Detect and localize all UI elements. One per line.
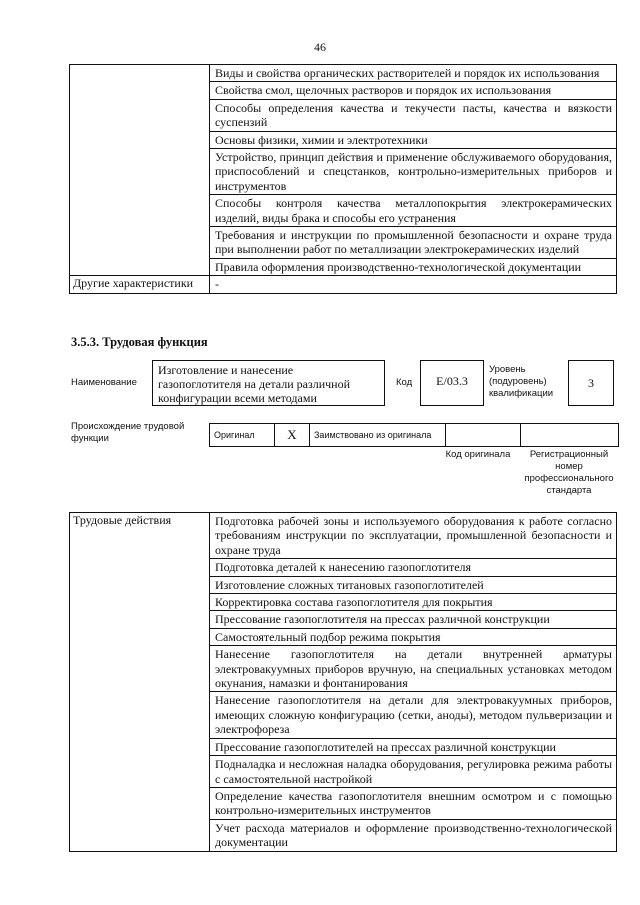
table-row: Правила оформления производственно-технологической документации xyxy=(210,258,617,275)
page-number: 46 xyxy=(314,40,326,54)
code-label: Код xyxy=(396,377,413,388)
code-original-label: Код оригинала xyxy=(445,449,511,460)
table-row: Способы контроля качества металлопокрытия электрокерамических изделий, виды брака и способы его устранения xyxy=(210,195,617,227)
table-row: Способы определения качества и текучести пасты, качества и вязкости суспензий xyxy=(210,99,617,131)
table-row: Нанесение газопоглотителя на детали внутренней арматуры электровакуумных приборов вручную, на специальных установках методом окунания, намазки и фонтанирования xyxy=(210,646,617,692)
original-mark: X xyxy=(275,424,310,447)
code-original-cell xyxy=(446,424,521,447)
table-row: Требования и инструкции по промышленной безопасности и охране труда при выполнении работ по металлизации электрокерамических изделий xyxy=(210,227,617,259)
level-value: 3 xyxy=(568,360,614,406)
table-row: Свойства смол, щелочных растворов и порядок их использования xyxy=(210,82,617,99)
function-code-value: E/03.3 xyxy=(420,360,484,406)
reg-number-label: Регистрационный номер профессионального стандарта xyxy=(524,449,614,496)
table-cell-empty xyxy=(70,65,210,276)
origin-table xyxy=(209,423,619,447)
origin-label: Происхождение трудовой функции xyxy=(71,421,185,444)
labor-actions-table xyxy=(69,512,617,852)
knowledge-table xyxy=(69,64,617,294)
table-row: Виды и свойства органических растворителей и порядок их использования xyxy=(210,65,617,82)
table-row: Самостоятельный подбор режима покрытия xyxy=(210,628,617,645)
table-row: Нанесение газопоглотителя на детали для электровакуумных приборов, имеющих сложную конфигурацию (сетки, аноды), методом пульверизации и электрофореза xyxy=(210,692,617,738)
table-row: Изготовление сложных титановых газопоглотителей xyxy=(210,576,617,593)
name-label: Наименование xyxy=(71,377,137,388)
section-title: 3.5.3. Трудовая функция xyxy=(71,335,208,349)
function-name-value: Изготовление и нанесение газопоглотителя на детали различной конфигурации всеми методами xyxy=(152,360,385,406)
table-row: Устройство, принцип действия и применение обслуживаемого оборудования, приспособлений и спецстанков, контрольно-измерительных приборов и инструментов xyxy=(210,149,617,195)
original-label: Оригинал xyxy=(210,424,275,447)
table-row: Прессование газопоглотителей на прессах различной конструкции xyxy=(210,738,617,755)
labor-actions-label: Трудовые действия xyxy=(70,513,210,852)
table-row: Подготовка деталей к нанесению газопоглотителя xyxy=(210,559,617,576)
table-row: Определение качества газопоглотителя внешним осмотром и с помощью контрольно-измерительных инструментов xyxy=(210,787,617,819)
other-characteristics-value: - xyxy=(210,276,617,293)
table-row: Учет расхода материалов и оформление производственно-технологической документации xyxy=(210,819,617,851)
table-row: Подналадка и несложная наладка оборудования, регулировка режима работы с самостоятельной настройкой xyxy=(210,756,617,788)
table-row: Корректировка состава газопоглотителя для покрытия xyxy=(210,594,617,611)
table-row: Подготовка рабочей зоны и используемого оборудования к работе согласно требованиям инструкции по эксплуатации, промышленной безопасности и охране труда xyxy=(210,513,617,559)
reg-number-cell xyxy=(521,424,619,447)
other-characteristics-label: Другие характеристики xyxy=(70,276,210,293)
table-row: Основы физики, химии и электротехники xyxy=(210,131,617,148)
borrowed-label: Заимствовано из оригинала xyxy=(310,424,446,447)
table-row: Прессование газопоглотителя на прессах различной конструкции xyxy=(210,611,617,628)
level-label: Уровень (подуровень) квалификации xyxy=(489,364,554,399)
